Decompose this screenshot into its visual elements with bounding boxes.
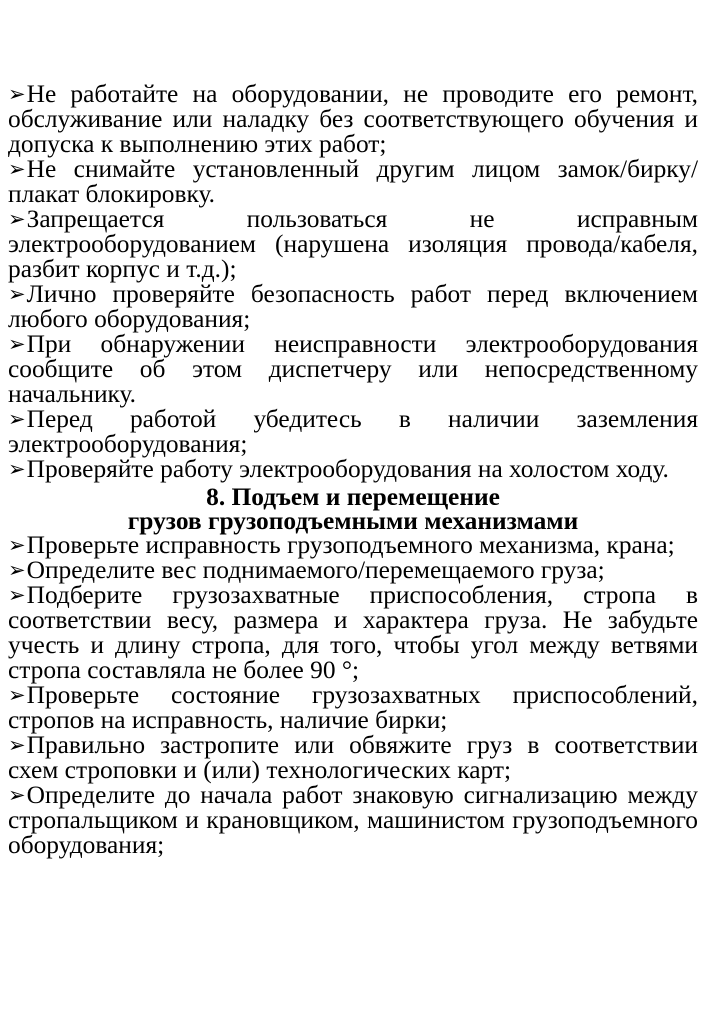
list-item-text: При обнаружении неисправности электрооборудования сообщите об этом диспетчеру или непосредственному начальнику. — [8, 330, 698, 408]
list-item-text: Подберите грузозахватные приспособления, стропа в соответствии весу, размера и характера груза. Не забудьте учесть и длину стропа, для того, чтобы угол между ветвями стропа составляла не более 90 °; — [8, 581, 698, 684]
arrow-bullet-icon: ➢ — [8, 533, 26, 557]
arrow-bullet-icon: ➢ — [8, 282, 26, 306]
arrow-bullet-icon: ➢ — [8, 583, 26, 607]
list-item-text: Проверьте исправность грузоподъемного механизма, крана; — [26, 531, 675, 559]
list-item — [8, 533, 698, 558]
list-item — [8, 733, 698, 783]
list-item — [8, 407, 698, 457]
arrow-bullet-icon: ➢ — [8, 558, 26, 582]
arrow-bullet-icon: ➢ — [8, 207, 26, 231]
arrow-bullet-icon: ➢ — [8, 157, 26, 181]
list-item-text: Запрещается пользоваться не исправным электрооборудованием (нарушена изоляция провода/кабеля, разбит корпус и т.д.); — [8, 205, 698, 283]
section-title-line-2: грузов грузоподъемными механизмами — [127, 507, 579, 535]
section-title-line-1: 8. Подъем и перемещение — [206, 483, 500, 511]
list-item-text: Определите до начала работ знаковую сигнализацию между стропальщиком и крановщиком, машинистом грузоподъемного оборудования; — [8, 781, 698, 859]
list-item-text: Проверяйте работу электрооборудования на холостом ходу. — [26, 455, 669, 483]
list-item — [8, 157, 698, 207]
section-heading — [8, 485, 698, 533]
list-item — [8, 558, 698, 583]
list-item — [8, 457, 698, 482]
list-item — [8, 683, 698, 733]
list-item-text: Определите вес поднимаемого/перемещаемого груза; — [26, 556, 605, 584]
arrow-bullet-icon: ➢ — [8, 407, 26, 431]
document-page — [8, 82, 698, 858]
list-item-text: Не работайте на оборудовании, не проводите его ремонт, обслуживание или наладку без соответствующего обучения и допуска к выполнению этих работ; — [8, 80, 698, 158]
list-item-text: Лично проверяйте безопасность работ перед включением любого оборудования; — [8, 280, 698, 333]
list-item — [8, 207, 698, 282]
list-item — [8, 332, 698, 407]
list-item — [8, 82, 698, 157]
safety-rules-list — [8, 82, 698, 482]
arrow-bullet-icon: ➢ — [8, 82, 26, 106]
list-item-text: Проверьте состояние грузозахватных приспособлений, стропов на исправность, наличие бирки; — [8, 681, 698, 734]
arrow-bullet-icon: ➢ — [8, 457, 26, 481]
list-item — [8, 282, 698, 332]
list-item — [8, 583, 698, 683]
arrow-bullet-icon: ➢ — [8, 783, 26, 807]
arrow-bullet-icon: ➢ — [8, 733, 26, 757]
arrow-bullet-icon: ➢ — [8, 332, 26, 356]
list-item — [8, 783, 698, 858]
list-item-text: Не снимайте установленный другим лицом замок/бирку/плакат блокировку. — [8, 155, 698, 208]
list-item-text: Перед работой убедитесь в наличии заземления электрооборудования; — [8, 405, 698, 458]
list-item-text: Правильно застропите или обвяжите груз в соответствии схем строповки и (или) технологических карт; — [8, 731, 698, 784]
lifting-rules-list — [8, 533, 698, 858]
arrow-bullet-icon: ➢ — [8, 683, 26, 707]
